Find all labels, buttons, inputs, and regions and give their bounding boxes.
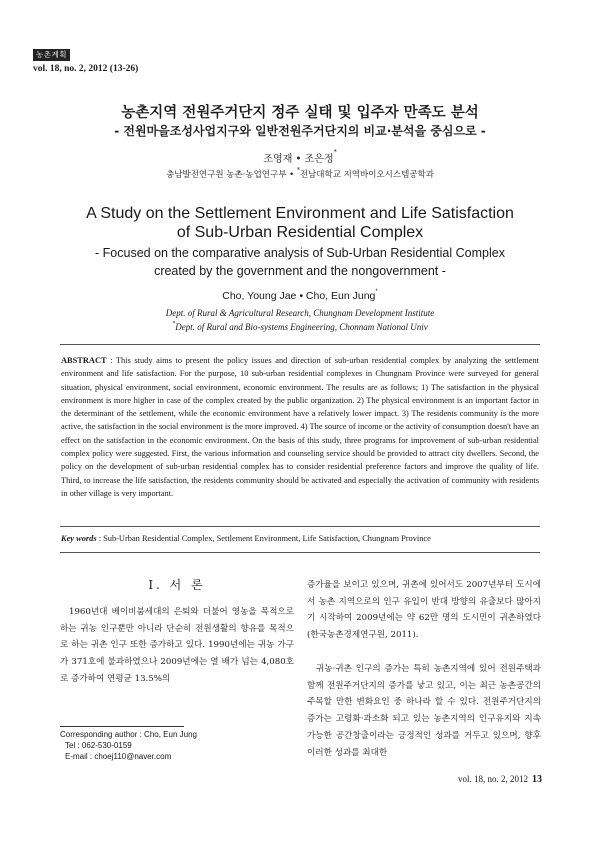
korean-affiliation-mark: * xyxy=(296,167,300,174)
intro-paragraph-right-1: 증가율을 보이고 있으며, 귀촌에 있어서도 2007년부터 도시에서 농촌 지역으로의 인구 유입이 반대 방향의 유출보다 많아지기 시작하여 2009년에는 약 62만 명의 도시민이 귀촌하였다(한국농촌경제연구원, 2011). xyxy=(307,580,541,641)
abstract-top-rule xyxy=(60,344,540,345)
english-affiliation1: Dept. of Rural & Agricultural Research, Chungnam Development Institute xyxy=(165,308,435,318)
abstract xyxy=(61,354,539,500)
footnote-tel: Tel : 062-530-0159 xyxy=(65,741,132,750)
intro-paragraph-right-2: 귀농·귀촌 인구의 증가는 특히 농촌지역에 있어 전원주택과 함께 전원주거단지의 증가를 낳고 있고, 이는 최근 농촌공간의 주목할 만한 변화요인 중 하나라 할 수 있다. 전원주거단지의 증가는 고령화·과소화 되고 있는 농촌지역의 인구유지와 지속가능한 공간창출이라는 긍정적인 성과를 거두고 있으며, 향후 이러한 성과를 최대한 xyxy=(307,664,541,758)
footnote-rule xyxy=(60,726,184,727)
volume-line: vol. 18, no. 2, 2012 (13-26) xyxy=(33,64,139,74)
korean-affiliation-a: 충남발전연구원 농촌·농업연구부 • xyxy=(166,170,297,180)
abstract-bottom-rule xyxy=(60,526,540,527)
intro-paragraph-left: 1960년대 베이비붐세대의 은퇴와 더불어 영농을 목적으로 하는 귀농 인구뿐만 아니라 단순히 전원생활의 향유를 목적으로 하는 귀촌 인구 또한 증가하고 있다. 1990년에는 귀농 가구가 371호에 불과하였으나 2009년에는 열 배가 넘는 4,080호로 증가하여 연평균 13.5%의 xyxy=(60,607,294,684)
abstract-label: ABSTRACT xyxy=(61,356,107,365)
english-affiliation2-text: Dept. of Rural and Bio-systems Engineering, Chonnam National Univ xyxy=(175,322,428,332)
english-affiliation2-mark: * xyxy=(172,321,176,327)
keywords-label: Key words xyxy=(61,534,97,543)
english-title-line1: A Study on the Settlement Environment and Life Satisfaction xyxy=(86,205,514,222)
keywords-text: : Sub-Urban Residential Complex, Settlement Environment, Life Satisfaction, Chungnam Province xyxy=(98,534,431,543)
english-authors-names: Cho, Young Jae • Cho, Eun Jung xyxy=(222,290,376,302)
korean-authors-mark: * xyxy=(333,149,337,156)
keywords xyxy=(61,534,539,543)
abstract-text: : This study aims to present the policy issues and direction of sub-urban residential complex by analyzing the settlement environment and life satisfaction. For the purpose, 10 sub-urban residential complexes in Chungnam Province were surveyed for general situation, physical environment, social environment, economic environment. The results are as follows; 1) The satisfaction in the physical environment is more higher in case of the complex created by the public organization. 2) The physical environment is an important factor in the determinant of the settlement, while the economic environment have a relatively lower impact. 3) The residents community is the more active, the satisfaction in the social environment is the more improved. 4) The source of income or the activity of consumption doesn't have an effect on the satisfaction in the economic environment. On the basis of this study, three programs for improvement of sub-urban residential complex policy were suggested. First, the various information and counseling service should be provided to attract city dwellers. Second, the policy on the development of sub-urban residential complex has to consider residential preference factors and improve the quality of life. Third, to increase the life satisfaction, the residents community should be activated and especially the activation of community with residents in other village is very important. xyxy=(61,356,539,498)
footnote-email: E-mail : choej110@naver.com xyxy=(65,752,172,761)
keywords-bottom-rule xyxy=(60,552,540,553)
korean-affiliation-b: 전남대학교 지역바이오시스템공학과 xyxy=(299,170,434,180)
footnote-author: Corresponding author : Cho, Eun Jung xyxy=(60,730,197,739)
footer-volume: vol. 18, no. 2, 2012 xyxy=(457,774,528,784)
section-heading-introduction: I. 서 론 xyxy=(148,578,206,592)
english-subtitle-line1: - Focused on the comparative analysis of Sub-Urban Residential Complex xyxy=(95,246,505,260)
korean-affiliation xyxy=(0,168,600,180)
korean-authors xyxy=(0,150,600,165)
korean-authors-names: 조영재 • 조은정 xyxy=(263,154,334,165)
english-subtitle-line2: created by the government and the nongovernment - xyxy=(154,264,446,278)
english-title-line2: of Sub-Urban Residential Complex xyxy=(176,224,424,241)
english-authors-mark: * xyxy=(375,289,378,295)
korean-title: 농촌지역 전원주거단지 정주 실태 및 입주자 만족도 분석 xyxy=(121,105,479,121)
page-number: 13 xyxy=(532,774,542,785)
korean-subtitle: - 전원마을조성사업지구와 일반전원주거단지의 비교·분석을 중심으로 - xyxy=(114,124,486,138)
english-affiliation2 xyxy=(0,322,600,332)
english-authors xyxy=(0,290,600,302)
journal-badge: 농촌계획 xyxy=(33,49,70,61)
page-footer xyxy=(430,774,542,785)
